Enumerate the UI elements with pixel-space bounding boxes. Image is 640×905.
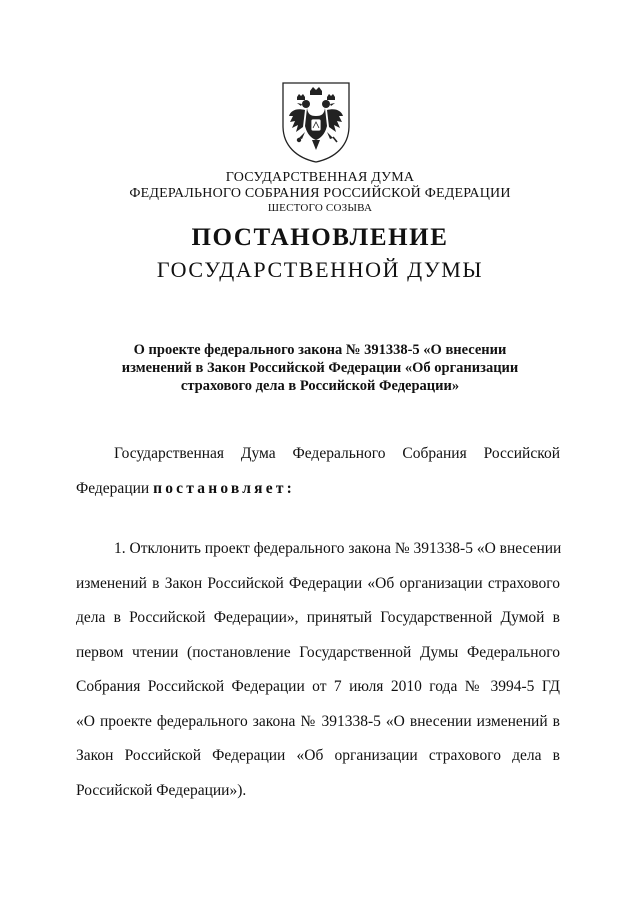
convocation-line: ШЕСТОГО СОЗЫВА [267, 202, 373, 214]
org-assembly-line: ФЕДЕРАЛЬНОГО СОБРАНИЯ РОССИЙСКОЙ ФЕДЕРАЦИИ [129, 186, 511, 201]
preamble-line: Государственная Дума Федерального Собрания Российской [114, 445, 560, 462]
preamble-paragraph [76, 437, 560, 506]
resolution-item-1 [76, 532, 560, 808]
resolves-word: постановляет: [153, 479, 295, 497]
item-line: Российской Федерации»). [76, 781, 247, 799]
item-line: изменений в Закон Российской Федерации «Об организации страхового [76, 574, 560, 592]
subject-line: страхового дела в Российской Федерации» [180, 378, 460, 394]
item-line: «О проекте федерального закона № 391338-5 «О внесении изменений в [76, 712, 560, 730]
item-line: дела в Российской Федерации», принятый Государственной Думой в [76, 609, 560, 626]
item-line: 1. Отклонить проект федерального закона № 391338-5 «О внесении [114, 540, 562, 557]
preamble-line [76, 472, 560, 507]
item-line: Закон Российской Федерации «Об организации страхового дела в [76, 747, 560, 764]
russian-coat-of-arms-icon [277, 80, 355, 164]
document-subject [80, 341, 560, 395]
subject-line: изменений в Закон Российской Федерации «Об организации [121, 360, 519, 376]
item-line: первом чтении (постановление Государственной Думы Федерального [76, 643, 560, 661]
subject-line: О проекте федерального закона № 391338-5 «О внесении [133, 342, 507, 358]
document-issuer-title: ГОСУДАРСТВЕННОЙ ДУМЫ [156, 257, 484, 282]
document-type-title: ПОСТАНОВЛЕНИЕ [191, 224, 449, 251]
preamble-text: Федерации [76, 479, 150, 497]
item-line: Собрания Российской Федерации от 7 июля 2010 года № 3994-5 ГД [76, 678, 560, 695]
org-name-line: ГОСУДАРСТВЕННАЯ ДУМА [225, 170, 415, 185]
